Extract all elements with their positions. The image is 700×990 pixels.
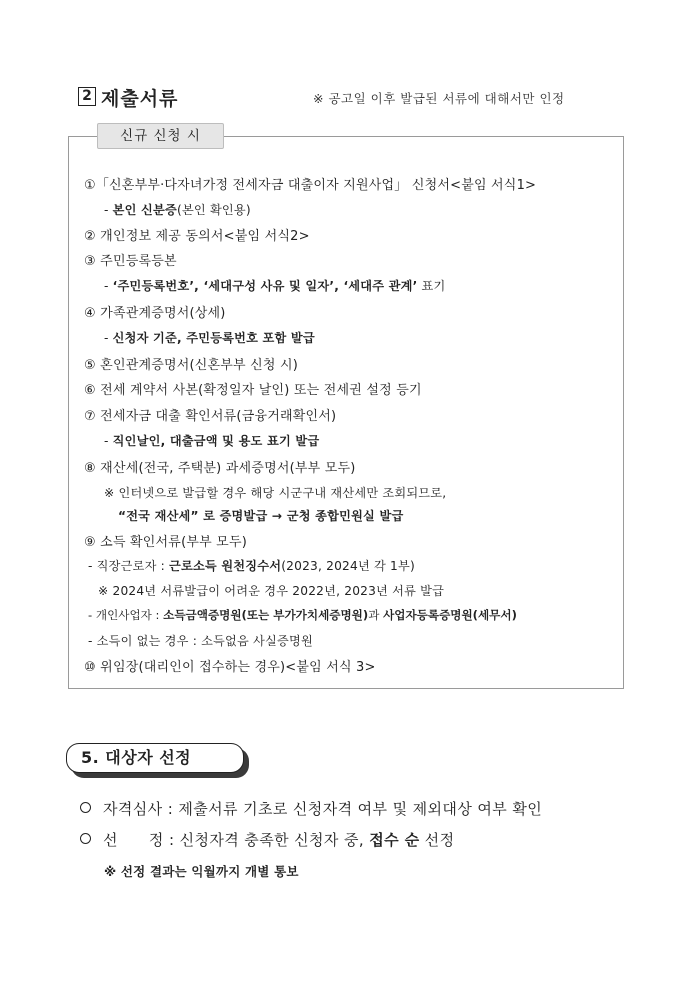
selection-bullet-selection: 선 정 : 신청자격 충족한 신청자 중, 접수 순 선정 <box>80 829 454 850</box>
doc-item-4-detail: - 신청자 기준, 주민등록번호 포함 발급 <box>104 331 315 345</box>
doc-item-9-employee: - 직장근로자 : 근로소득 원천징수서(2023, 2024년 각 1부) <box>88 559 415 573</box>
section-number-box: 2 <box>78 87 96 106</box>
section-note: ※ 공고일 이후 발급된 서류에 대해서만 인정 <box>313 91 565 106</box>
circle-bullet-icon <box>80 802 91 813</box>
doc-item-7: ⑦ 전세자금 대출 확인서류(금융거래확인서) <box>84 409 337 424</box>
selection-note: ※ 선정 결과는 익월까지 개별 통보 <box>104 864 299 879</box>
doc-item-8-note: ※ 인터넷으로 발급할 경우 해당 시군구내 재산세만 조회되므로, <box>104 486 447 500</box>
doc-item-1: ①「신혼부부·다자녀가정 전세자금 대출이자 지원사업」 신청서<붙임 서식1> <box>84 178 537 193</box>
doc-item-8-note-bold: “전국 재산세” 로 증명발급 → 군청 종합민원실 발급 <box>118 509 404 523</box>
doc-item-1-detail: - 본인 신분증(본인 확인용) <box>104 203 251 217</box>
box-tab-label: 신규 신청 시 <box>97 123 224 149</box>
circle-bullet-icon <box>80 833 91 844</box>
section-title: 제출서류 <box>101 88 179 110</box>
doc-item-8: ⑧ 재산세(전국, 주택분) 과세증명서(부부 모두) <box>84 461 356 476</box>
doc-item-4: ④ 가족관계증명서(상세) <box>84 306 226 321</box>
section5-heading: 5. 대상자 선정 <box>66 743 244 773</box>
doc-item-3-detail: - ‘주민등록번호’, ‘세대구성 사유 및 일자’, ‘세대주 관계’ 표기 <box>104 279 446 293</box>
doc-item-7-detail: - 직인날인, 대출금액 및 용도 표기 발급 <box>104 434 320 448</box>
doc-item-5: ⑤ 혼인관계증명서(신혼부부 신청 시) <box>84 358 299 373</box>
selection-bullet-screening: 자격심사 : 제출서류 기초로 신청자격 여부 및 제외대상 여부 확인 <box>80 798 542 819</box>
doc-item-9-no-income: - 소득이 없는 경우 : 소득없음 사실증명원 <box>88 634 313 648</box>
doc-item-6: ⑥ 전세 계약서 사본(확정일자 날인) 또는 전세권 설정 등기 <box>84 383 422 398</box>
doc-item-9: ⑨ 소득 확인서류(부부 모두) <box>84 535 247 550</box>
doc-item-10: ⑩ 위임장(대리인이 접수하는 경우)<붙임 서식 3> <box>84 660 376 675</box>
doc-item-9-note: ※ 2024년 서류발급이 어려운 경우 2022년, 2023년 서류 발급 <box>98 584 445 598</box>
doc-item-3: ③ 주민등록등본 <box>84 254 177 269</box>
doc-item-2: ② 개인정보 제공 동의서<붙임 서식2> <box>84 229 310 244</box>
doc-item-9-business: - 개인사업자 : 소득금액증명원(또는 부가가치세증명원)과 사업자등록증명원(세무서) <box>88 608 517 622</box>
